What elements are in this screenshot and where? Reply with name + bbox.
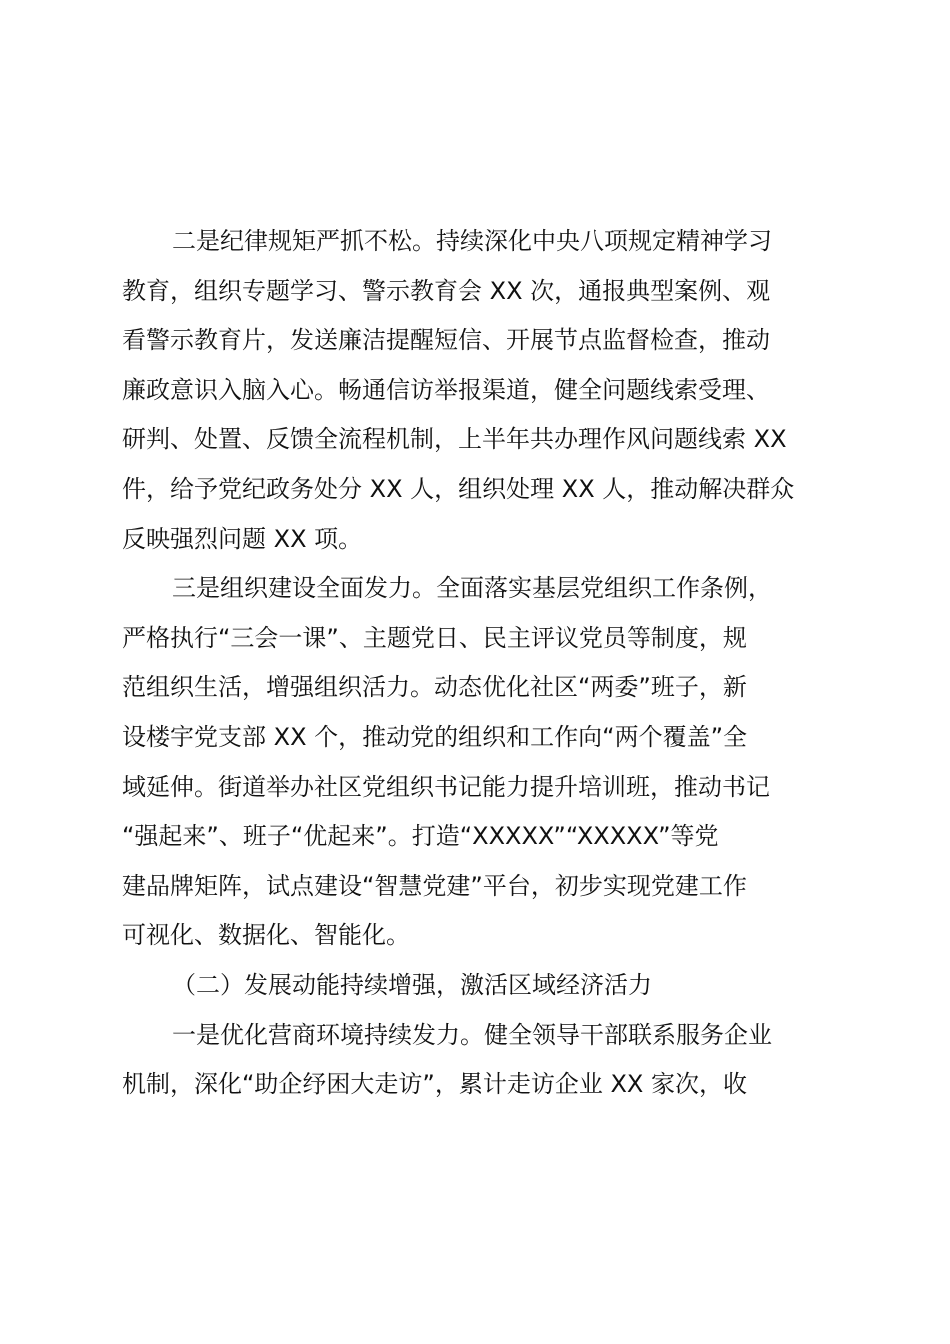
paragraph-discipline-line-7: 反映强烈问题 XX 项。 (122, 524, 363, 553)
paragraph-discipline-line-5: 研判、处置、反馈全流程机制，上半年共办理作风问题线索 XX (122, 425, 787, 454)
paragraph-discipline-line-3: 看警示教育片，发送廉洁提醒短信、开展节点监督检查，推动 (122, 326, 770, 355)
paragraph-organization-line-1: 三是组织建设全面发力。全面落实基层党组织工作条例， (172, 574, 772, 603)
paragraph-business-line-1: 一是优化营商环境持续发力。健全领导干部联系服务企业 (172, 1020, 772, 1049)
paragraph-discipline-line-2: 教育，组织专题学习、警示教育会 XX 次，通报典型案例、观 (122, 276, 771, 305)
paragraph-discipline-line-6: 件，给予党纪政务处分 XX 人，组织处理 XX 人，推动解决群众 (122, 474, 795, 503)
paragraph-organization-line-5: 域延伸。街道举办社区党组织书记能力提升培训班，推动书记 (122, 772, 770, 801)
paragraph-discipline-line-1: 二是纪律规矩严抓不松。持续深化中央八项规定精神学习 (172, 227, 772, 255)
paragraph-organization-line-7: 建品牌矩阵，试点建设“智慧党建”平台，初步实现党建工作 (122, 871, 747, 900)
paragraph-organization-line-6: “强起来”、班子“优起来”。打造“XXXXX”“XXXXX”等党 (122, 822, 719, 851)
paragraph-organization-line-2: 严格执行“三会一课”、主题党日、民主评议党员等制度，规 (122, 623, 747, 652)
paragraph-organization-line-4: 设楼宇党支部 XX 个，推动党的组织和工作向“两个覆盖”全 (122, 722, 748, 751)
paragraph-business-line-2: 机制，深化“助企纾困大走访”，累计走访企业 XX 家次，收 (122, 1070, 748, 1099)
paragraph-organization-line-3: 范组织生活，增强组织活力。动态优化社区“两委”班子，新 (122, 673, 747, 702)
document-body (122, 217, 834, 1110)
section-heading: （二）发展动能持续增强，激活区域经济活力 (172, 970, 652, 999)
paragraph-discipline-line-4: 廉政意识入脑入心。畅通信访举报渠道，健全问题线索受理、 (122, 375, 770, 404)
paragraph-organization-line-8: 可视化、数据化、智能化。 (122, 921, 410, 950)
